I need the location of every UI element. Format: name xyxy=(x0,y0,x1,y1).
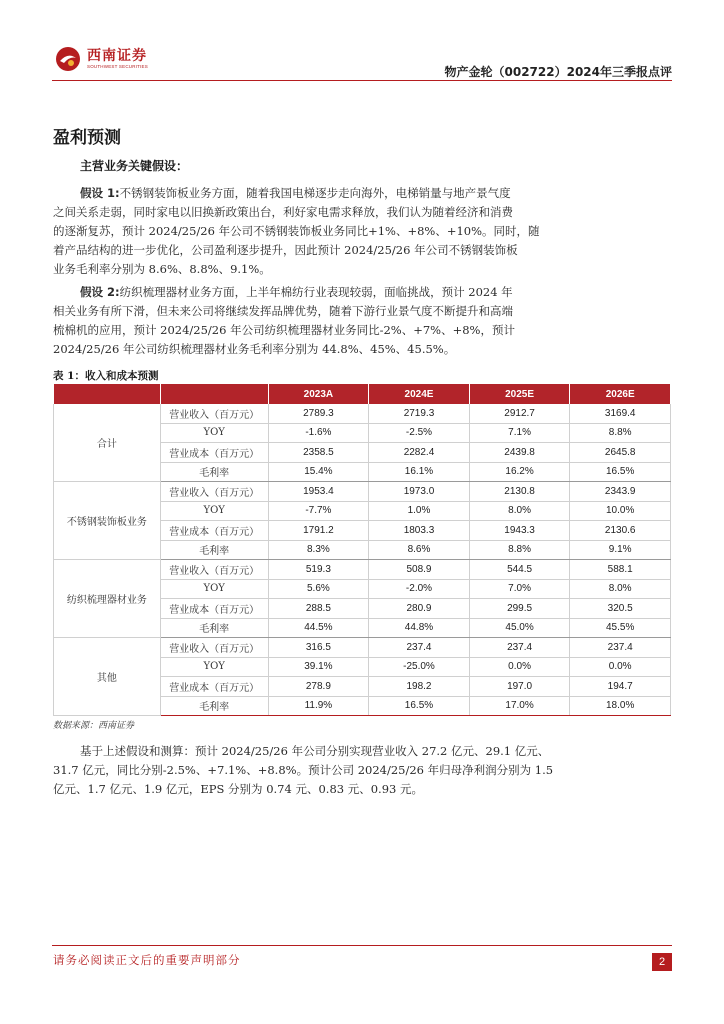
value-cell: 316.5 xyxy=(268,638,369,658)
value-cell: 16.5% xyxy=(369,696,470,716)
value-cell: 2645.8 xyxy=(570,443,671,463)
footer-divider xyxy=(52,945,672,946)
data-source-note: 数据来源：西南证券 xyxy=(53,721,135,731)
conclusion-paragraph xyxy=(53,742,673,799)
metric-cell: 营业收入（百万元） xyxy=(160,560,268,580)
metric-cell: 毛利率 xyxy=(160,462,268,482)
value-cell: 2912.7 xyxy=(469,404,570,423)
value-cell: 237.4 xyxy=(369,638,470,658)
metric-cell: 营业收入（百万元） xyxy=(160,404,268,423)
value-cell: 8.6% xyxy=(369,540,470,560)
value-cell: 197.0 xyxy=(469,677,570,697)
column-header xyxy=(160,384,268,404)
metric-cell: 毛利率 xyxy=(160,540,268,560)
subheading: 主营业务关键假设： xyxy=(80,159,189,173)
value-cell: 45.0% xyxy=(469,618,570,638)
metric-cell: YOY xyxy=(160,579,268,599)
table-header-row xyxy=(54,384,671,404)
column-header: 2023A xyxy=(268,384,369,404)
assumption-1-paragraph xyxy=(53,184,673,279)
metric-cell: 营业成本（百万元） xyxy=(160,599,268,619)
page-number: 2 xyxy=(652,953,672,971)
value-cell: 5.6% xyxy=(268,579,369,599)
metric-cell: YOY xyxy=(160,501,268,521)
value-cell: 2343.9 xyxy=(570,482,671,502)
segment-cell: 其他 xyxy=(54,638,161,716)
value-cell: 17.0% xyxy=(469,696,570,716)
value-cell: 544.5 xyxy=(469,560,570,580)
paragraph-line: 相关业务有所下滑，但未来公司将继续发挥品牌优势，随着下游行业景气度不断提升和高端 xyxy=(53,304,513,318)
column-header: 2025E xyxy=(469,384,570,404)
value-cell: 8.0% xyxy=(469,501,570,521)
value-cell: 16.2% xyxy=(469,462,570,482)
value-cell: 1953.4 xyxy=(268,482,369,502)
paragraph-line: 31.7 亿元，同比分别-2.5%、+7.1%、+8.8%。预计公司 2024/25/26 年归母净利润分别为 1.5 xyxy=(53,763,554,777)
value-cell: 8.8% xyxy=(570,423,671,443)
assumption-label: 假设 2: xyxy=(80,285,120,299)
value-cell: -2.0% xyxy=(369,579,470,599)
column-header: 2026E xyxy=(570,384,671,404)
paragraph-line: 假设 2:纺织梳理器材业务方面，上半年棉纺行业表现较弱，面临挑战，预计 2024 年 xyxy=(80,285,513,299)
value-cell: 2358.5 xyxy=(268,443,369,463)
segment-cell: 不锈钢装饰板业务 xyxy=(54,482,161,560)
paragraph-line: 业务毛利率分别为 8.6%、8.8%、9.1%。 xyxy=(53,262,271,276)
metric-cell: 营业成本（百万元） xyxy=(160,521,268,541)
value-cell: 288.5 xyxy=(268,599,369,619)
value-cell: -2.5% xyxy=(369,423,470,443)
value-cell: 16.5% xyxy=(570,462,671,482)
value-cell: 10.0% xyxy=(570,501,671,521)
table-caption: 表 1：收入和成本预测 xyxy=(53,370,159,382)
value-cell: 11.9% xyxy=(268,696,369,716)
assumption-2-paragraph xyxy=(53,283,673,359)
table-row xyxy=(54,560,671,580)
paragraph-line: 基于上述假设和测算：预计 2024/25/26 年公司分别实现营业收入 27.2 亿元、29.1 亿元、 xyxy=(80,744,550,758)
value-cell: 7.0% xyxy=(469,579,570,599)
value-cell: 2719.3 xyxy=(369,404,470,423)
value-cell: 588.1 xyxy=(570,560,671,580)
table-row xyxy=(54,482,671,502)
assumption-label: 假设 1: xyxy=(80,186,120,200)
value-cell: 39.1% xyxy=(268,657,369,677)
value-cell: 8.3% xyxy=(268,540,369,560)
value-cell: 2130.8 xyxy=(469,482,570,502)
paragraph-line: 亿元、1.7 亿元、1.9 亿元，EPS 分别为 0.74 元、0.83 元、0.93 元。 xyxy=(53,782,423,796)
value-cell: -7.7% xyxy=(268,501,369,521)
value-cell: 9.1% xyxy=(570,540,671,560)
metric-cell: 营业成本（百万元） xyxy=(160,677,268,697)
value-cell: 299.5 xyxy=(469,599,570,619)
paragraph-line: 着产品结构的进一步优化，公司盈利逐步提升，因此预计 2024/25/26 年公司不锈钢装饰板 xyxy=(53,243,518,257)
paragraph-line: 之间关系走弱，同时家电以旧换新政策出台，利好家电需求释放，我们认为随着经济和消费 xyxy=(53,205,513,219)
paragraph-line: 梳棉机的应用，预计 2024/25/26 年公司纺织梳理器材业务同比-2%、+7%、+8%，预计 xyxy=(53,323,515,337)
value-cell: 1943.3 xyxy=(469,521,570,541)
value-cell: 2439.8 xyxy=(469,443,570,463)
metric-cell: 毛利率 xyxy=(160,696,268,716)
value-cell: 0.0% xyxy=(469,657,570,677)
value-cell: 3169.4 xyxy=(570,404,671,423)
logo-english-name: SOUTHWEST SECURITIES xyxy=(87,64,148,69)
metric-cell: YOY xyxy=(160,657,268,677)
value-cell: 44.8% xyxy=(369,618,470,638)
disclaimer-note: 请务必阅读正文后的重要声明部分 xyxy=(53,953,241,967)
segment-cell: 合计 xyxy=(54,404,161,482)
value-cell: 1791.2 xyxy=(268,521,369,541)
revenue-cost-forecast-table xyxy=(53,384,671,716)
header-divider xyxy=(52,80,672,81)
metric-cell: 营业成本（百万元） xyxy=(160,443,268,463)
value-cell: 519.3 xyxy=(268,560,369,580)
logo-emblem-icon xyxy=(55,46,81,72)
paragraph-line: 2024/25/26 年公司纺织梳理器材业务毛利率分别为 44.8%、45%、45.5%。 xyxy=(53,342,456,356)
value-cell: 237.4 xyxy=(570,638,671,658)
column-header xyxy=(54,384,161,404)
logo-chinese-name: 西南证券 xyxy=(87,48,147,64)
table-row xyxy=(54,404,671,423)
section-title: 盈利预测 xyxy=(53,128,121,148)
value-cell: 2130.6 xyxy=(570,521,671,541)
value-cell: 508.9 xyxy=(369,560,470,580)
company-logo xyxy=(55,44,148,74)
value-cell: 16.1% xyxy=(369,462,470,482)
metric-cell: YOY xyxy=(160,423,268,443)
value-cell: 7.1% xyxy=(469,423,570,443)
table-body xyxy=(54,404,671,716)
value-cell: 1973.0 xyxy=(369,482,470,502)
metric-cell: 营业收入（百万元） xyxy=(160,638,268,658)
value-cell: 44.5% xyxy=(268,618,369,638)
value-cell: 8.0% xyxy=(570,579,671,599)
value-cell: 18.0% xyxy=(570,696,671,716)
value-cell: 194.7 xyxy=(570,677,671,697)
metric-cell: 毛利率 xyxy=(160,618,268,638)
value-cell: 0.0% xyxy=(570,657,671,677)
value-cell: 278.9 xyxy=(268,677,369,697)
value-cell: 15.4% xyxy=(268,462,369,482)
value-cell: 237.4 xyxy=(469,638,570,658)
value-cell: 45.5% xyxy=(570,618,671,638)
table-row xyxy=(54,638,671,658)
value-cell: 320.5 xyxy=(570,599,671,619)
paragraph-line: 假设 1:不锈钢装饰板业务方面，随着我国电梯逐步走向海外，电梯销量与地产景气度 xyxy=(80,186,511,200)
paragraph-line: 的逐渐复苏，预计 2024/25/26 年公司不锈钢装饰板业务同比+1%、+8%、+10%。同时，随 xyxy=(53,224,540,238)
value-cell: 280.9 xyxy=(369,599,470,619)
value-cell: 1.0% xyxy=(369,501,470,521)
metric-cell: 营业收入（百万元） xyxy=(160,482,268,502)
value-cell: 8.8% xyxy=(469,540,570,560)
value-cell: 1803.3 xyxy=(369,521,470,541)
report-title: 物产金轮（002722）2024年三季报点评 xyxy=(444,65,672,79)
value-cell: -1.6% xyxy=(268,423,369,443)
column-header: 2024E xyxy=(369,384,470,404)
value-cell: 2789.3 xyxy=(268,404,369,423)
value-cell: -25.0% xyxy=(369,657,470,677)
segment-cell: 纺织梳理器材业务 xyxy=(54,560,161,638)
value-cell: 2282.4 xyxy=(369,443,470,463)
value-cell: 198.2 xyxy=(369,677,470,697)
